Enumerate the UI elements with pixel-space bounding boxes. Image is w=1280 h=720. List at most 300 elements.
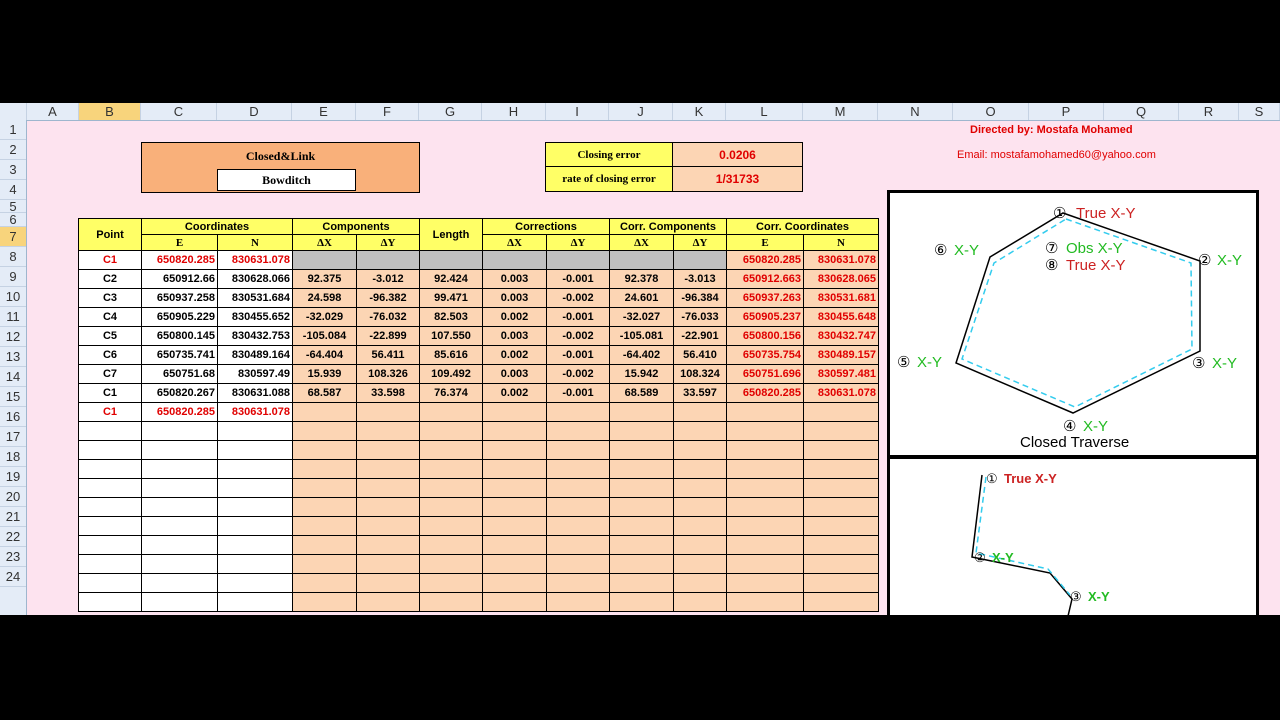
cell-point[interactable]: C7 [79,365,142,384]
cell-dx[interactable] [293,403,357,422]
column-header-m[interactable]: M [803,103,878,120]
empty-cell[interactable] [293,441,357,460]
empty-cell[interactable] [804,479,879,498]
empty-cell[interactable] [79,422,142,441]
empty-table-row [79,517,879,536]
cell-dx[interactable]: 15.939 [293,365,357,384]
row-header[interactable]: 20 [0,487,26,507]
cell-ccy[interactable]: -22.901 [674,327,727,346]
empty-cell[interactable] [420,536,483,555]
empty-cell[interactable] [547,574,610,593]
cell-dy[interactable]: -96.382 [357,289,420,308]
empty-cell[interactable] [420,517,483,536]
point-8-label: True X-Y [1066,257,1126,274]
cell-cy[interactable]: -0.001 [547,384,610,403]
closing-error-value: 0.0206 [673,143,802,167]
point-6-number: ⑥ [934,242,948,259]
cell-dx[interactable]: -105.084 [293,327,357,346]
empty-cell[interactable] [420,460,483,479]
empty-cell[interactable] [79,441,142,460]
empty-cell[interactable] [483,498,547,517]
empty-cell[interactable] [218,574,293,593]
cell-ce[interactable]: 650820.285 [727,251,804,270]
column-header-f[interactable]: F [356,103,419,120]
cell-dx[interactable]: 24.598 [293,289,357,308]
cell-n[interactable]: 830455.652 [218,308,293,327]
cell-dx[interactable]: -64.404 [293,346,357,365]
empty-cell[interactable] [674,498,727,517]
empty-cell[interactable] [674,574,727,593]
cell-ce[interactable]: 650912.663 [727,270,804,289]
cell-cx[interactable] [483,403,547,422]
empty-cell[interactable] [357,517,420,536]
cell-point[interactable]: C4 [79,308,142,327]
cell-cn[interactable] [804,403,879,422]
link-point-3-label: X-Y [1088,589,1110,604]
row-header[interactable]: 16 [0,407,26,427]
traverse-table [78,218,879,612]
row-header[interactable]: 3 [0,160,26,180]
cell-n[interactable]: 830531.684 [218,289,293,308]
empty-cell[interactable] [293,479,357,498]
empty-cell[interactable] [610,555,674,574]
header-corr-dy: ΔY [547,235,610,251]
empty-cell[interactable] [420,555,483,574]
table-row [79,346,879,365]
column-header-b[interactable]: B [79,103,141,120]
empty-cell[interactable] [79,479,142,498]
row-header[interactable]: 12 [0,327,26,347]
empty-cell[interactable] [218,517,293,536]
cell-e[interactable]: 650905.229 [142,308,218,327]
empty-cell[interactable] [357,422,420,441]
empty-cell[interactable] [610,517,674,536]
empty-cell[interactable] [218,422,293,441]
empty-cell[interactable] [420,422,483,441]
column-header-g[interactable]: G [419,103,482,120]
cell-ccy[interactable]: 33.597 [674,384,727,403]
empty-cell[interactable] [727,574,804,593]
cell-cy[interactable]: -0.002 [547,365,610,384]
empty-cell[interactable] [293,574,357,593]
cell-cn[interactable]: 830628.065 [804,270,879,289]
empty-cell[interactable] [79,593,142,612]
cell-cx[interactable]: 0.002 [483,346,547,365]
cell-ce[interactable]: 650820.285 [727,384,804,403]
empty-cell[interactable] [79,517,142,536]
empty-cell[interactable] [218,460,293,479]
column-header-p[interactable]: P [1029,103,1104,120]
empty-cell[interactable] [142,536,218,555]
empty-cell[interactable] [483,536,547,555]
empty-cell[interactable] [610,441,674,460]
cell-e[interactable]: 650820.285 [142,403,218,422]
empty-cell[interactable] [547,593,610,612]
empty-cell[interactable] [727,536,804,555]
empty-cell[interactable] [804,441,879,460]
empty-cell[interactable] [357,498,420,517]
row-header[interactable]: 9 [0,267,26,287]
select-all-corner[interactable] [0,103,27,120]
empty-cell[interactable] [218,593,293,612]
empty-cell[interactable] [674,517,727,536]
empty-cell[interactable] [727,441,804,460]
empty-cell[interactable] [674,593,727,612]
empty-cell[interactable] [674,441,727,460]
empty-cell[interactable] [293,422,357,441]
empty-cell[interactable] [804,593,879,612]
closing-error-label: Closing error [546,143,673,167]
empty-cell[interactable] [357,555,420,574]
cell-cy[interactable]: -0.001 [547,270,610,289]
closing-error-box [545,142,803,192]
table-row [79,403,879,422]
cell-cn[interactable]: 830597.481 [804,365,879,384]
empty-cell[interactable] [142,593,218,612]
table-row [79,251,879,270]
cell-ccx[interactable]: -32.027 [610,308,674,327]
empty-cell[interactable] [142,460,218,479]
empty-cell[interactable] [610,574,674,593]
cell-ce[interactable]: 650800.156 [727,327,804,346]
link-observed-line [976,477,1070,595]
cell-ce[interactable]: 650735.754 [727,346,804,365]
header-n: N [218,235,293,251]
cell-dy[interactable]: -22.899 [357,327,420,346]
cell-cn[interactable]: 830455.648 [804,308,879,327]
table-row [79,308,879,327]
empty-cell[interactable] [142,555,218,574]
cell-dy[interactable] [357,403,420,422]
column-header-o[interactable]: O [953,103,1029,120]
empty-cell[interactable] [674,460,727,479]
cell-cx[interactable] [483,251,547,270]
cell-ccx[interactable]: -64.402 [610,346,674,365]
cell-n[interactable]: 830628.066 [218,270,293,289]
empty-cell[interactable] [142,422,218,441]
row-header[interactable]: 8 [0,247,26,267]
cell-ce[interactable]: 650905.237 [727,308,804,327]
row-header[interactable]: 6 [0,213,26,227]
cell-len[interactable]: 92.424 [420,270,483,289]
cell-e[interactable]: 650800.145 [142,327,218,346]
cell-ccy[interactable]: 56.410 [674,346,727,365]
row-header[interactable]: 15 [0,387,26,407]
cell-e[interactable]: 650912.66 [142,270,218,289]
cell-ccx[interactable]: 15.942 [610,365,674,384]
empty-cell[interactable] [727,498,804,517]
cell-ce[interactable] [727,403,804,422]
empty-cell[interactable] [420,479,483,498]
empty-cell[interactable] [218,498,293,517]
empty-cell[interactable] [293,593,357,612]
cell-cn[interactable]: 830489.157 [804,346,879,365]
cell-cx[interactable]: 0.003 [483,365,547,384]
cell-n[interactable]: 830489.164 [218,346,293,365]
cell-point[interactable]: C2 [79,270,142,289]
empty-cell[interactable] [79,498,142,517]
empty-cell[interactable] [674,555,727,574]
empty-cell[interactable] [420,498,483,517]
cell-cx[interactable]: 0.002 [483,384,547,403]
cell-len[interactable]: 99.471 [420,289,483,308]
cell-dy[interactable]: 33.598 [357,384,420,403]
table-row [79,289,879,308]
empty-cell[interactable] [420,593,483,612]
empty-cell[interactable] [727,460,804,479]
empty-table-row [79,536,879,555]
cell-dy[interactable]: -3.012 [357,270,420,289]
empty-cell[interactable] [357,460,420,479]
empty-cell[interactable] [218,555,293,574]
cell-dx[interactable]: 92.375 [293,270,357,289]
empty-cell[interactable] [357,536,420,555]
cell-point[interactable]: C6 [79,346,142,365]
header-cn: N [804,235,879,251]
column-header-r[interactable]: R [1179,103,1239,120]
cell-n[interactable]: 830597.49 [218,365,293,384]
empty-cell[interactable] [610,498,674,517]
row-header[interactable]: 5 [0,200,26,213]
column-header-j[interactable]: J [609,103,673,120]
empty-cell[interactable] [610,536,674,555]
empty-cell[interactable] [142,517,218,536]
point-6-label: X-Y [954,242,980,259]
empty-cell[interactable] [804,498,879,517]
cell-len[interactable]: 76.374 [420,384,483,403]
empty-cell[interactable] [547,422,610,441]
cell-cy[interactable]: -0.002 [547,289,610,308]
empty-cell[interactable] [804,574,879,593]
cell-ce[interactable]: 650937.263 [727,289,804,308]
column-header-l[interactable]: L [726,103,803,120]
row-header[interactable]: 13 [0,347,26,367]
cell-dy[interactable]: -76.032 [357,308,420,327]
row-header[interactable]: 2 [0,140,26,160]
cell-point[interactable]: C1 [79,251,142,270]
cell-ccy[interactable]: -3.013 [674,270,727,289]
empty-cell[interactable] [674,536,727,555]
empty-cell[interactable] [610,593,674,612]
row-header[interactable]: 18 [0,447,26,467]
row-header[interactable]: 23 [0,547,26,567]
empty-cell[interactable] [804,460,879,479]
empty-cell[interactable] [357,593,420,612]
cell-cx[interactable]: 0.002 [483,308,547,327]
row-header[interactable]: 11 [0,307,26,327]
empty-cell[interactable] [142,441,218,460]
empty-cell[interactable] [610,479,674,498]
cell-cn[interactable]: 830531.681 [804,289,879,308]
empty-cell[interactable] [547,441,610,460]
method-dropdown[interactable]: Bowditch [217,169,356,191]
cell-cy[interactable]: -0.001 [547,308,610,327]
cell-ccx[interactable]: 68.589 [610,384,674,403]
cell-len[interactable] [420,251,483,270]
cell-dx[interactable] [293,251,357,270]
link-traverse-diagram [887,456,1259,615]
row-header[interactable]: 4 [0,180,26,200]
cell-dy[interactable]: 108.326 [357,365,420,384]
column-header-k[interactable]: K [673,103,726,120]
cell-len[interactable]: 107.550 [420,327,483,346]
cell-e[interactable]: 650820.267 [142,384,218,403]
empty-cell[interactable] [420,574,483,593]
cell-cn[interactable]: 830631.078 [804,384,879,403]
row-header[interactable]: 19 [0,467,26,487]
cell-cn[interactable]: 830631.078 [804,251,879,270]
cell-point[interactable]: C1 [79,403,142,422]
row-header[interactable]: 10 [0,287,26,307]
cell-cx[interactable]: 0.003 [483,327,547,346]
empty-table-row [79,498,879,517]
cell-len[interactable] [420,403,483,422]
cell-point[interactable]: C1 [79,384,142,403]
column-header-s[interactable]: S [1239,103,1280,120]
cell-cx[interactable]: 0.003 [483,270,547,289]
cell-n[interactable]: 830432.753 [218,327,293,346]
cell-ccy[interactable]: -76.033 [674,308,727,327]
column-header-c[interactable]: C [141,103,217,120]
cell-n[interactable]: 830631.088 [218,384,293,403]
cell-dy[interactable] [357,251,420,270]
row-header[interactable]: 7 [0,227,26,247]
empty-cell[interactable] [293,555,357,574]
empty-cell[interactable] [483,422,547,441]
empty-cell[interactable] [483,441,547,460]
empty-cell[interactable] [547,498,610,517]
cell-ccx[interactable]: 24.601 [610,289,674,308]
point-8-number: ⑧ [1045,257,1059,274]
empty-cell[interactable] [483,593,547,612]
cell-ccx[interactable]: -105.081 [610,327,674,346]
empty-cell[interactable] [142,479,218,498]
empty-cell[interactable] [804,536,879,555]
column-header-q[interactable]: Q [1104,103,1179,120]
column-header-n[interactable]: N [878,103,953,120]
column-header-d[interactable]: D [217,103,292,120]
empty-cell[interactable] [674,479,727,498]
empty-cell[interactable] [804,517,879,536]
empty-cell[interactable] [142,498,218,517]
empty-cell[interactable] [293,517,357,536]
row-header[interactable]: 17 [0,427,26,447]
header-dy: ΔY [357,235,420,251]
table-row [79,384,879,403]
cell-dy[interactable]: 56.411 [357,346,420,365]
cell-ce[interactable]: 650751.696 [727,365,804,384]
empty-cell[interactable] [547,460,610,479]
cell-len[interactable]: 85.616 [420,346,483,365]
empty-cell[interactable] [483,460,547,479]
empty-cell[interactable] [804,555,879,574]
cell-len[interactable]: 109.492 [420,365,483,384]
empty-cell[interactable] [357,479,420,498]
empty-cell[interactable] [218,479,293,498]
cell-cx[interactable]: 0.003 [483,289,547,308]
empty-cell[interactable] [293,536,357,555]
column-header-a[interactable]: A [27,103,79,120]
empty-cell[interactable] [727,555,804,574]
column-header-h[interactable]: H [482,103,546,120]
cell-n[interactable]: 830631.078 [218,251,293,270]
cell-cy[interactable] [547,403,610,422]
empty-cell[interactable] [79,460,142,479]
closed-traverse-caption: Closed Traverse [1020,434,1130,451]
row-header[interactable]: 21 [0,507,26,527]
empty-cell[interactable] [483,574,547,593]
row-header[interactable]: 1 [0,120,26,140]
cell-cn[interactable]: 830432.747 [804,327,879,346]
empty-cell[interactable] [218,536,293,555]
cell-ccy[interactable] [674,251,727,270]
empty-cell[interactable] [727,517,804,536]
empty-cell[interactable] [483,517,547,536]
empty-cell[interactable] [610,422,674,441]
cell-ccx[interactable]: 92.378 [610,270,674,289]
cell-dx[interactable]: -32.029 [293,308,357,327]
cell-cy[interactable] [547,251,610,270]
empty-cell[interactable] [357,441,420,460]
empty-cell[interactable] [547,555,610,574]
empty-cell[interactable] [79,536,142,555]
empty-cell[interactable] [547,536,610,555]
cell-e[interactable]: 650735.741 [142,346,218,365]
empty-cell[interactable] [420,441,483,460]
empty-cell[interactable] [547,479,610,498]
empty-cell[interactable] [674,422,727,441]
empty-cell[interactable] [547,517,610,536]
cell-ccy[interactable]: 108.324 [674,365,727,384]
cell-dx[interactable]: 68.587 [293,384,357,403]
empty-cell[interactable] [357,574,420,593]
empty-cell[interactable] [727,593,804,612]
empty-cell[interactable] [293,460,357,479]
row-header[interactable]: 22 [0,527,26,547]
row-header[interactable]: 14 [0,367,26,387]
cell-ccx[interactable] [610,251,674,270]
point-5-label: X-Y [917,354,943,371]
cell-e[interactable]: 650751.68 [142,365,218,384]
empty-cell[interactable] [79,574,142,593]
empty-cell[interactable] [727,479,804,498]
cell-point[interactable]: C3 [79,289,142,308]
cell-ccy[interactable] [674,403,727,422]
column-header-i[interactable]: I [546,103,609,120]
empty-cell[interactable] [483,479,547,498]
method-title: Closed&Link [245,149,316,163]
column-header-e[interactable]: E [292,103,356,120]
cell-ccx[interactable] [610,403,674,422]
cell-cy[interactable]: -0.002 [547,327,610,346]
cell-e[interactable]: 650937.258 [142,289,218,308]
empty-cell[interactable] [79,555,142,574]
cell-n[interactable]: 830631.078 [218,403,293,422]
empty-cell[interactable] [804,422,879,441]
empty-cell[interactable] [727,422,804,441]
empty-cell[interactable] [483,555,547,574]
empty-cell[interactable] [610,460,674,479]
empty-cell[interactable] [218,441,293,460]
cell-ccy[interactable]: -96.384 [674,289,727,308]
cell-len[interactable]: 82.503 [420,308,483,327]
row-header[interactable]: 24 [0,567,26,587]
empty-cell[interactable] [142,574,218,593]
empty-cell[interactable] [293,498,357,517]
cell-cy[interactable]: -0.001 [547,346,610,365]
cell-e[interactable]: 650820.285 [142,251,218,270]
cell-point[interactable]: C5 [79,327,142,346]
